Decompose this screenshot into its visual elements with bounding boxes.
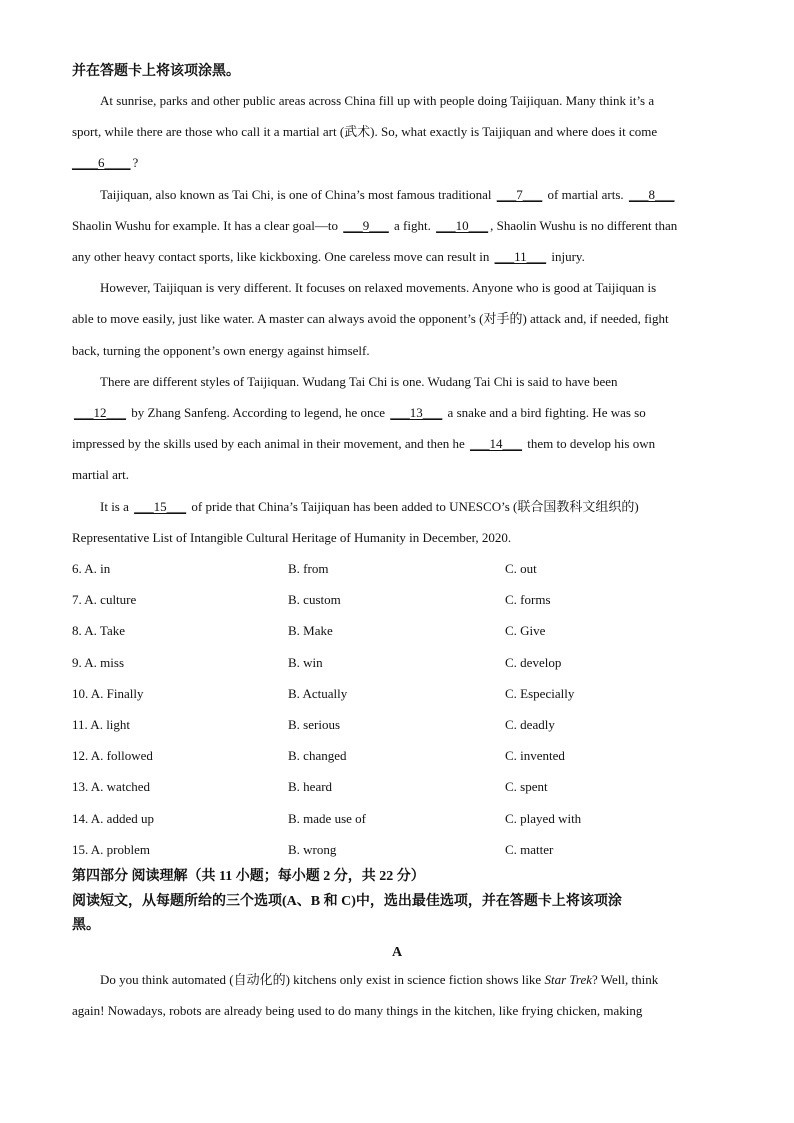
question-11-option-c: C. deadly bbox=[505, 717, 555, 732]
question-15-option-b: B. wrong bbox=[288, 842, 337, 857]
passage-line: martial art. bbox=[72, 467, 130, 482]
passage-line bbox=[100, 187, 676, 203]
blank-15: ___15___ bbox=[134, 499, 187, 514]
question-8-option-c: C. Give bbox=[505, 623, 546, 638]
question-13-option-a: 13. A. watched bbox=[72, 779, 150, 794]
passage-text: of pride that China’s Taijiquan has been added to UNESCO’s (联合国教科文组织的) bbox=[188, 499, 639, 514]
passage-text: , Shaolin Wushu is no different than bbox=[490, 218, 678, 233]
passage-line bbox=[72, 218, 677, 234]
passage-line bbox=[72, 405, 646, 421]
passage-line bbox=[72, 155, 138, 171]
question-7-option-a: 7. A. culture bbox=[72, 592, 137, 607]
question-11-option-b: B. serious bbox=[288, 717, 340, 732]
blank-14: ___14___ bbox=[470, 436, 523, 451]
passage-line bbox=[72, 249, 585, 265]
passage-line: again! Nowadays, robots are already being used to do many things in the kitchen, like frying chicken, making bbox=[72, 1003, 643, 1018]
passage-text: Shaolin Wushu for example. It has a clear goal—to bbox=[72, 218, 342, 233]
passage-text: of martial arts. bbox=[544, 187, 627, 202]
question-10-option-c: C. Especially bbox=[505, 686, 575, 701]
passage-text: them to develop his own bbox=[524, 436, 656, 451]
instruction-tail: 并在答题卡上将该项涂黑。 bbox=[72, 64, 240, 79]
question-12-option-b: B. changed bbox=[288, 748, 347, 763]
question-9-option-b: B. win bbox=[288, 655, 323, 670]
section-instruction: 黑。 bbox=[72, 918, 100, 933]
question-14-option-b: B. made use of bbox=[288, 811, 366, 826]
question-15-option-c: C. matter bbox=[505, 842, 554, 857]
passage-line bbox=[72, 436, 655, 452]
question-10-option-b: B. Actually bbox=[288, 686, 348, 701]
section-title: 第四部分 阅读理解（共 11 小题；每小题 2 分，共 22 分） bbox=[72, 869, 425, 884]
question-15-option-a: 15. A. problem bbox=[72, 842, 150, 857]
question-6-option-b: B. from bbox=[288, 561, 329, 576]
question-6-option-c: C. out bbox=[505, 561, 537, 576]
blank-12: ___12___ bbox=[74, 405, 126, 420]
passage-line: sport, while there are those who call it a martial art (武术). So, what exactly is Taijiquan and where does it come bbox=[72, 124, 658, 139]
passage-line bbox=[100, 972, 658, 988]
passage-text: injury. bbox=[548, 249, 585, 264]
blank-13: ___13___ bbox=[390, 405, 443, 420]
passage-text: Taijiquan, also known as Tai Chi, is one of China’s most famous traditional bbox=[100, 187, 495, 202]
passage-line bbox=[100, 499, 639, 515]
passage-text: ? Well, think bbox=[592, 972, 659, 987]
question-10-option-a: 10. A. Finally bbox=[72, 686, 144, 701]
blank-7: ___7___ bbox=[496, 187, 543, 202]
question-13-option-b: B. heard bbox=[288, 779, 333, 794]
passage-text: a snake and a bird fighting. He was so bbox=[444, 405, 646, 420]
question-6-option-a: 6. A. in bbox=[72, 561, 111, 576]
section-instruction: 阅读短文，从每题所给的三个选项(A、B 和 C)中，选出最佳选项，并在答题卡上将该项涂 bbox=[72, 894, 622, 909]
question-12-option-c: C. invented bbox=[505, 748, 565, 763]
question-14-option-a: 14. A. added up bbox=[72, 811, 154, 826]
question-8-option-b: B. Make bbox=[288, 623, 333, 638]
question-11-option-a: 11. A. light bbox=[72, 717, 131, 732]
blank-8: ___8___ bbox=[628, 187, 675, 202]
passage-line: There are different styles of Taijiquan. Wudang Tai Chi is one. Wudang Tai Chi is said to have been bbox=[100, 374, 618, 389]
passage-line: back, turning the opponent’s own energy against himself. bbox=[72, 343, 370, 358]
blank-10: ___10___ bbox=[436, 218, 489, 233]
passage-text: any other heavy contact sports, like kickboxing. One careless move can result in bbox=[72, 249, 493, 264]
show-title: Star Trek bbox=[544, 972, 593, 987]
passage-label: A bbox=[391, 945, 403, 960]
blank-6: ____6____ bbox=[72, 155, 131, 170]
question-9-option-c: C. develop bbox=[505, 655, 562, 670]
question-8-option-a: 8. A. Take bbox=[72, 623, 126, 638]
passage-text: impressed by the skills used by each animal in their movement, and then he bbox=[72, 436, 469, 451]
question-7-option-b: B. custom bbox=[288, 592, 341, 607]
question-13-option-c: C. spent bbox=[505, 779, 548, 794]
passage-text: ? bbox=[132, 155, 139, 170]
blank-9: ___9___ bbox=[343, 218, 389, 233]
passage-line: Representative List of Intangible Cultural Heritage of Humanity in December, 2020. bbox=[72, 530, 512, 545]
passage-text: by Zhang Sanfeng. According to legend, he once bbox=[128, 405, 389, 420]
passage-text: a fight. bbox=[390, 218, 435, 233]
passage-text: Do you think automated (自动化的) kitchens only exist in science fiction shows like bbox=[100, 972, 545, 987]
passage-line: able to move easily, just like water. A master can always avoid the opponent’s (对手的) attack and, if needed, fight bbox=[72, 311, 669, 326]
question-9-option-a: 9. A. miss bbox=[72, 655, 125, 670]
question-7-option-c: C. forms bbox=[505, 592, 551, 607]
passage-text: It is a bbox=[100, 499, 133, 514]
passage-line: At sunrise, parks and other public areas across China fill up with people doing Taijiquan. Many think it’s a bbox=[100, 93, 655, 108]
blank-11: ___11___ bbox=[494, 249, 547, 264]
question-12-option-a: 12. A. followed bbox=[72, 748, 153, 763]
passage-line: However, Taijiquan is very different. It focuses on relaxed movements. Anyone who is good at Taijiquan is bbox=[100, 280, 657, 295]
question-14-option-c: C. played with bbox=[505, 811, 582, 826]
